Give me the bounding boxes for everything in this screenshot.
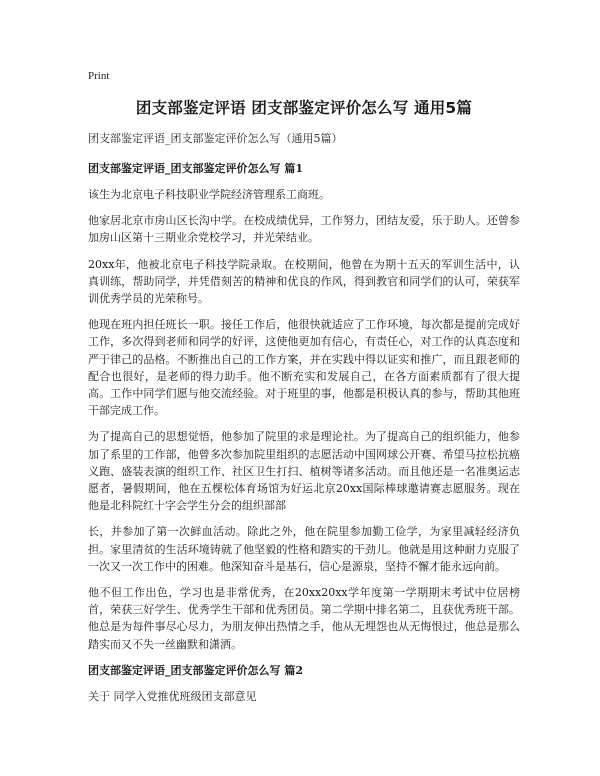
paragraph: 长，并参加了第一次鲜血活动。除此之外，他在院里参加勤工俭学，为家里减轻经济负担。家里清贫的生活环境铸就了他坚毅的性格和踏实的干劲儿。他就是用这种耐力克服了一次又一次工作中的困难。他深知奋斗是基石，信心是源泉，坚持不懈才能永远向前。 — [88, 525, 520, 573]
document-page — [88, 70, 520, 714]
document-title: 团支部鉴定评语 团支部鉴定评价怎么写 通用5篇 — [135, 99, 473, 117]
paragraph: 该生为北京电子科技职业学院经济管理系工商班。 — [88, 188, 330, 201]
paragraph: 关于 同学入党推优班级团支部意见 — [88, 689, 257, 703]
section-heading: 团支部鉴定评语_团支部鉴定评价怎么写 篇2 — [88, 663, 303, 677]
paragraph: 他不但工作出色，学习也是非常优秀，在20xx20xx学年度第一学期期末考试中位居榜首，荣获三好学生、优秀学生干部和优秀团员。第二学期中排名第二，且获优秀班干部。他总是为每件事尽心尽力，为朋友伸出热情之手，他从无埋怨也从无悔恨过，他总是那么踏实而又不失一丝幽默和潇洒。 — [88, 586, 520, 651]
section-2 — [88, 662, 520, 705]
section-heading: 团支部鉴定评语_团支部鉴定评价怎么写 篇1 — [88, 162, 303, 175]
paragraph: 他家居北京市房山区长沟中学。在校成绩优异，工作努力，团结友爱，乐于助人。还曾参加房山区第十三期业余党校学习，并光荣结业。 — [88, 214, 520, 245]
paragraph: 他现在班内担任班长一职。接任工作后，他很快就适应了工作环境，每次都是提前完成好工作，多次得到老师和同学的好评，这使他更加有信心，有责任心，对工作的认真态度和严于律己的品格。不断推出自己的工作方案，并在实践中得以证实和推广，而且跟老师的配合也很好，是老师的得力助手。他不断充实和发展自己，在各方面素质都有了很大提高。工作中同学们愿与他交流经验。对于班里的事，他都是积极认真的参与，帮助其他班干部完成工作。 — [88, 318, 520, 418]
print-label: Print — [88, 70, 110, 82]
paragraph: 为了提高自己的思想觉悟，他参加了院里的求是理论社。为了提高自己的组织能力，他参加了系里的工作部，他曾多次参加院里组织的志愿活动中国网球公开赛、希望马拉松抗癌义跑、盛装表演的组织工作、社区卫生打扫、植树等诸多活动。而且他还是一名准奥运志愿者，暑假期间，他在五棵松体育场馆为好运北京20xx国际棒球邀请赛志愿服务。现在他是北科院红十字会学生分会的组织部部 — [88, 430, 520, 513]
paragraph: 20xx年，他被北京电子科技学院录取。在校期间，他曾在为期十五天的军训生活中，认真训练，帮助同学，并凭借刻苦的精神和优良的作风，得到教官和同学们的认可，荣获军训优秀学员的光荣称号。 — [88, 257, 520, 306]
section-1 — [88, 160, 520, 653]
document-subtitle: 团支部鉴定评语_团支部鉴定评价怎么写（通用5篇） — [88, 132, 343, 145]
